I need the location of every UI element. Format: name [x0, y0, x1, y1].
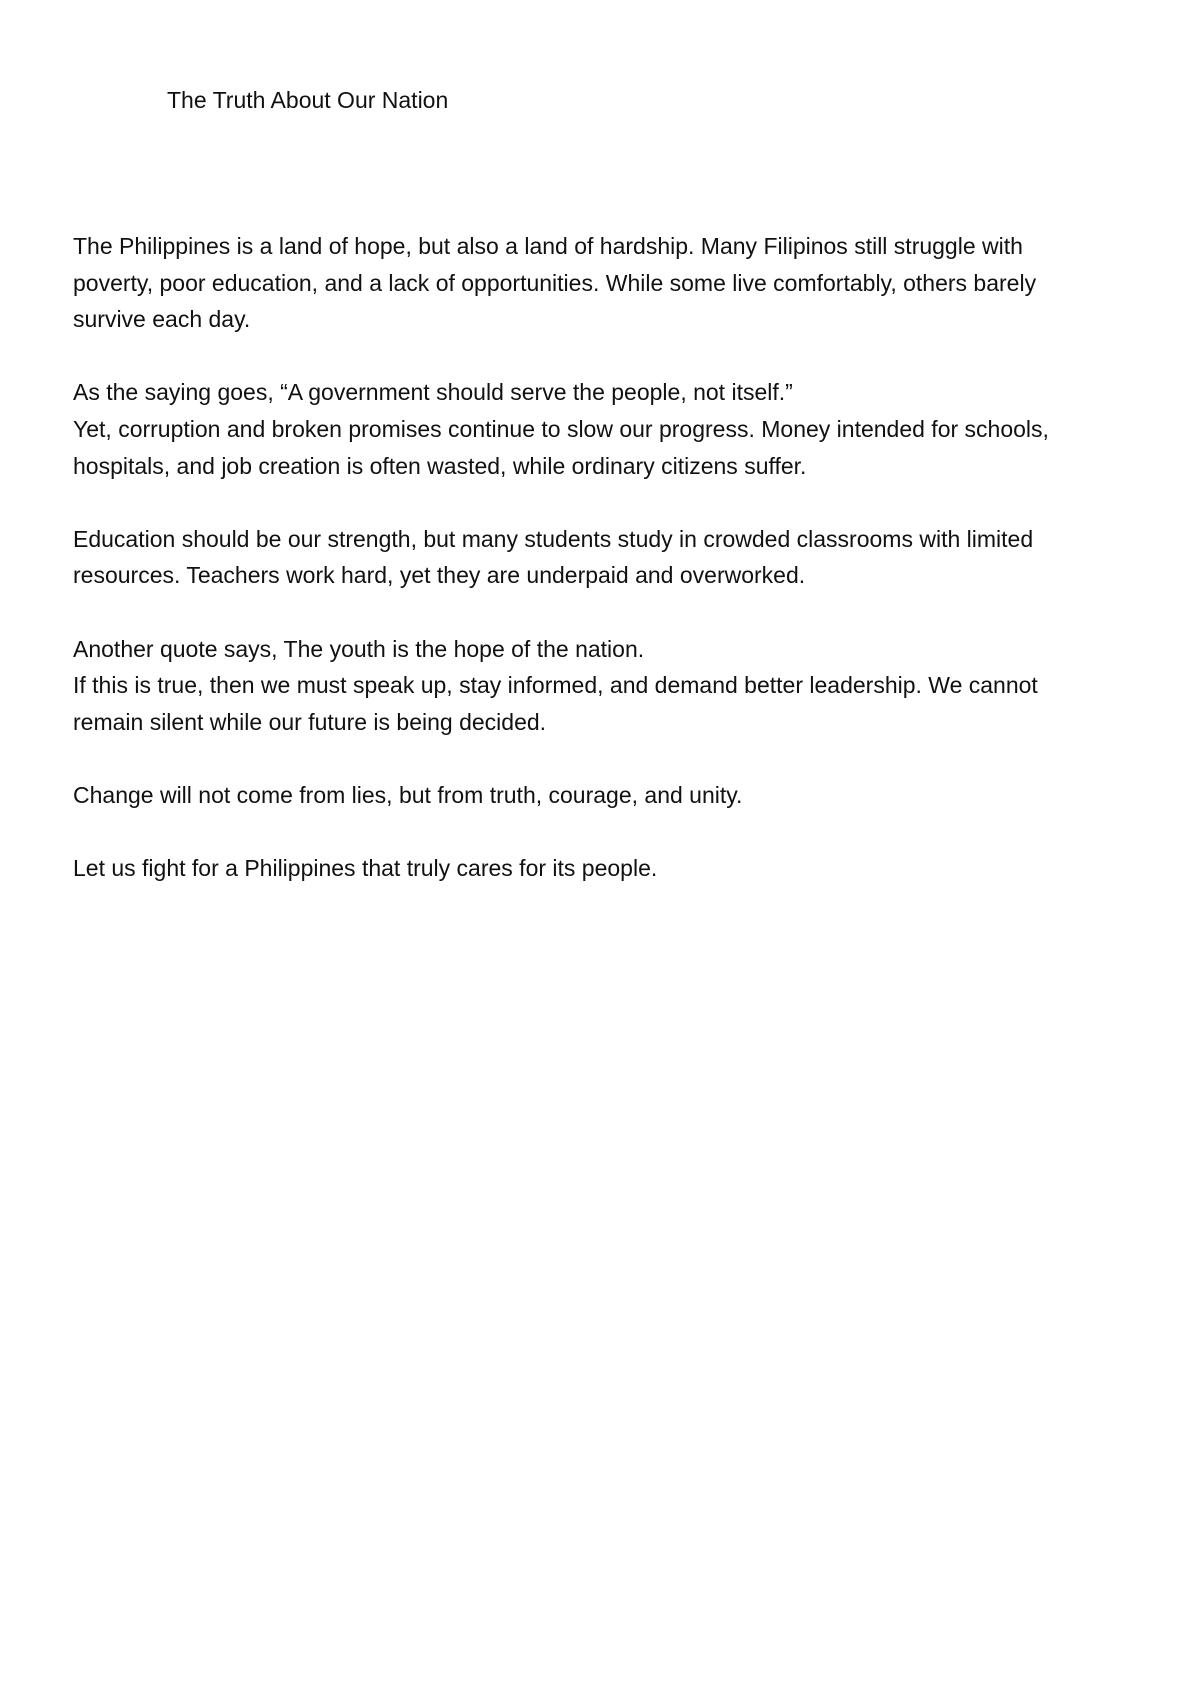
document-title: The Truth About Our Nation — [167, 87, 449, 113]
text-line: Education should be our strength, but many students study in crowded classrooms with limited — [73, 525, 1034, 552]
quote-line: Another quote says, The youth is the hope of the nation. — [73, 635, 645, 662]
text-line: resources. Teachers work hard, yet they are underpaid and overworked. — [73, 562, 806, 589]
quote-line: As the saying goes, “A government should serve the people, not itself.” — [73, 379, 793, 406]
text-line: Let us fight for a Philippines that truly cares for its people. — [73, 855, 658, 882]
paragraph-change — [73, 777, 1143, 814]
document-body — [73, 228, 1143, 923]
text-line: poverty, poor education, and a lack of opportunities. While some live comfortably, others barely — [73, 269, 1037, 296]
text-line: If this is true, then we must speak up, stay informed, and demand better leadership. We cannot — [73, 672, 1038, 699]
text-line: remain silent while our future is being decided. — [73, 708, 547, 735]
text-line: The Philippines is a land of hope, but also a land of hardship. Many Filipinos still struggle with — [73, 233, 1023, 259]
paragraph-closing — [73, 850, 1143, 887]
text-line: survive each day. — [73, 306, 251, 333]
paragraph-government — [73, 374, 1143, 484]
paragraph-education — [73, 521, 1143, 594]
paragraph-youth — [73, 631, 1143, 741]
text-line: Yet, corruption and broken promises continue to slow our progress. Money intended for schools, — [73, 415, 1049, 442]
text-line: hospitals, and job creation is often wasted, while ordinary citizens suffer. — [73, 452, 807, 479]
paragraph-intro — [73, 228, 1143, 338]
text-line: Change will not come from lies, but from truth, courage, and unity. — [73, 781, 743, 808]
